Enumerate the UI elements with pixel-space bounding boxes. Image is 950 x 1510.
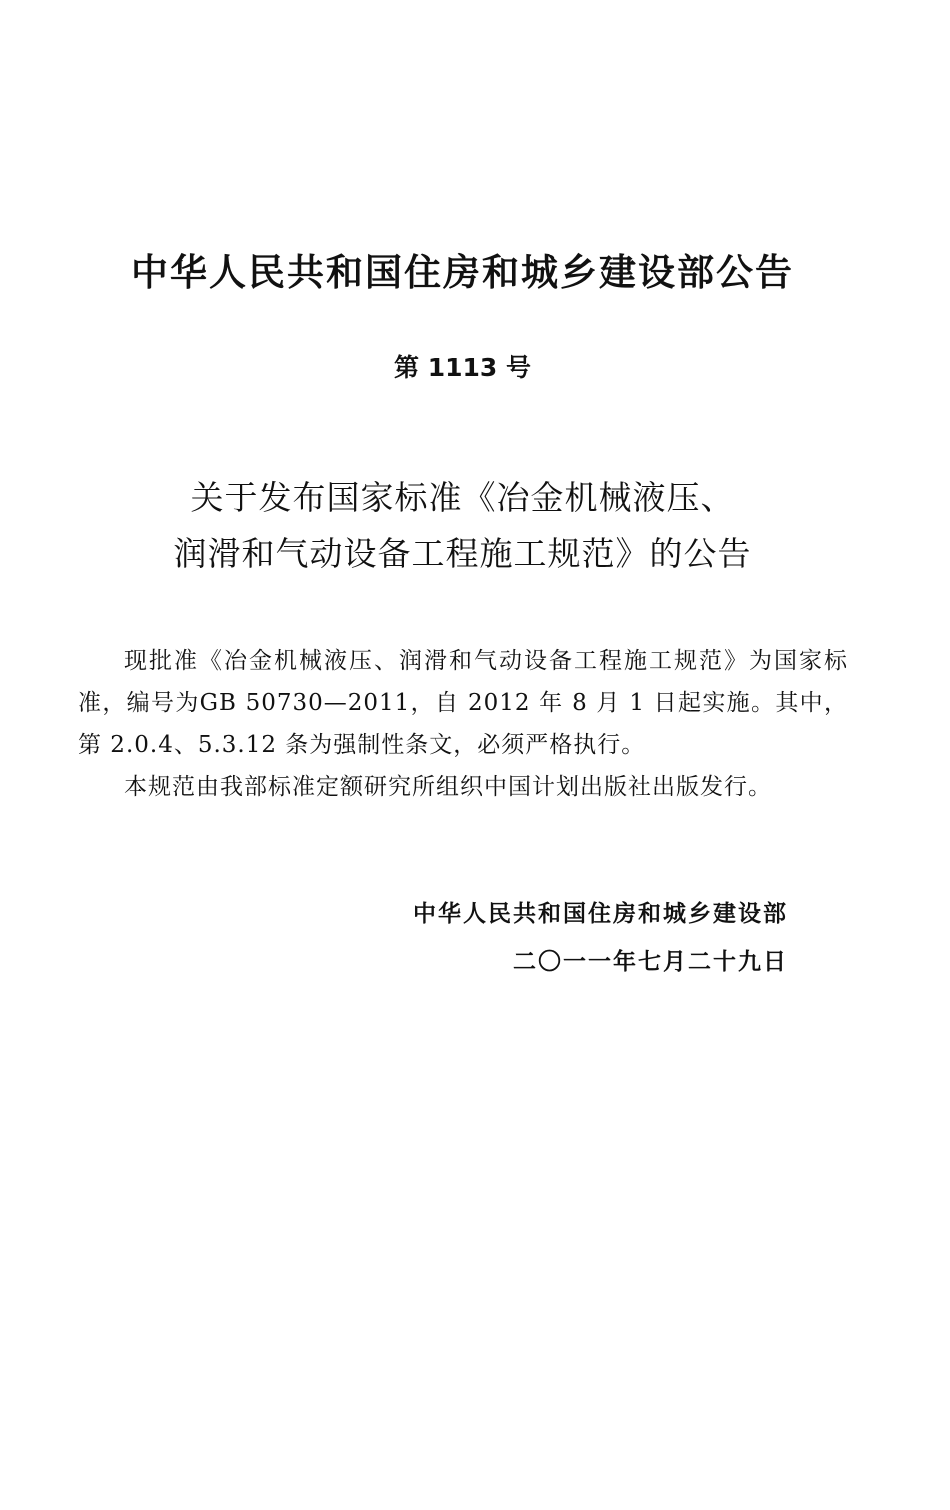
subject-line-1: 关于发布国家标准《冶金机械液压、 [190,478,735,517]
body-paragraph-2: 本规范由我部标准定额研究所组织中国计划出版社出版发行。 [124,774,772,800]
announcement-title: 中华人民共和国住房和城乡建设部公告 [131,251,794,294]
body-paragraph-1: 现批准《冶金机械液压、润滑和气动设备工程施工规范》为国家标准，编号为GB 50730—2011，自 2012 年 8 月 1 日起实施。其中，第 2.0.4、5.3.12 条为强制性条文，必须严格执行。 [78,648,848,758]
announcement-subject [0,470,925,582]
signature-block [413,890,788,986]
issuer-name: 中华人民共和国住房和城乡建设部 [413,901,788,927]
issue-date: 二〇一一年七月二十九日 [513,949,788,975]
announcement-body [78,640,848,808]
announcement-number: 第 1113 号 [394,353,531,382]
subject-line-2: 润滑和气动设备工程施工规范》的公告 [173,534,752,573]
